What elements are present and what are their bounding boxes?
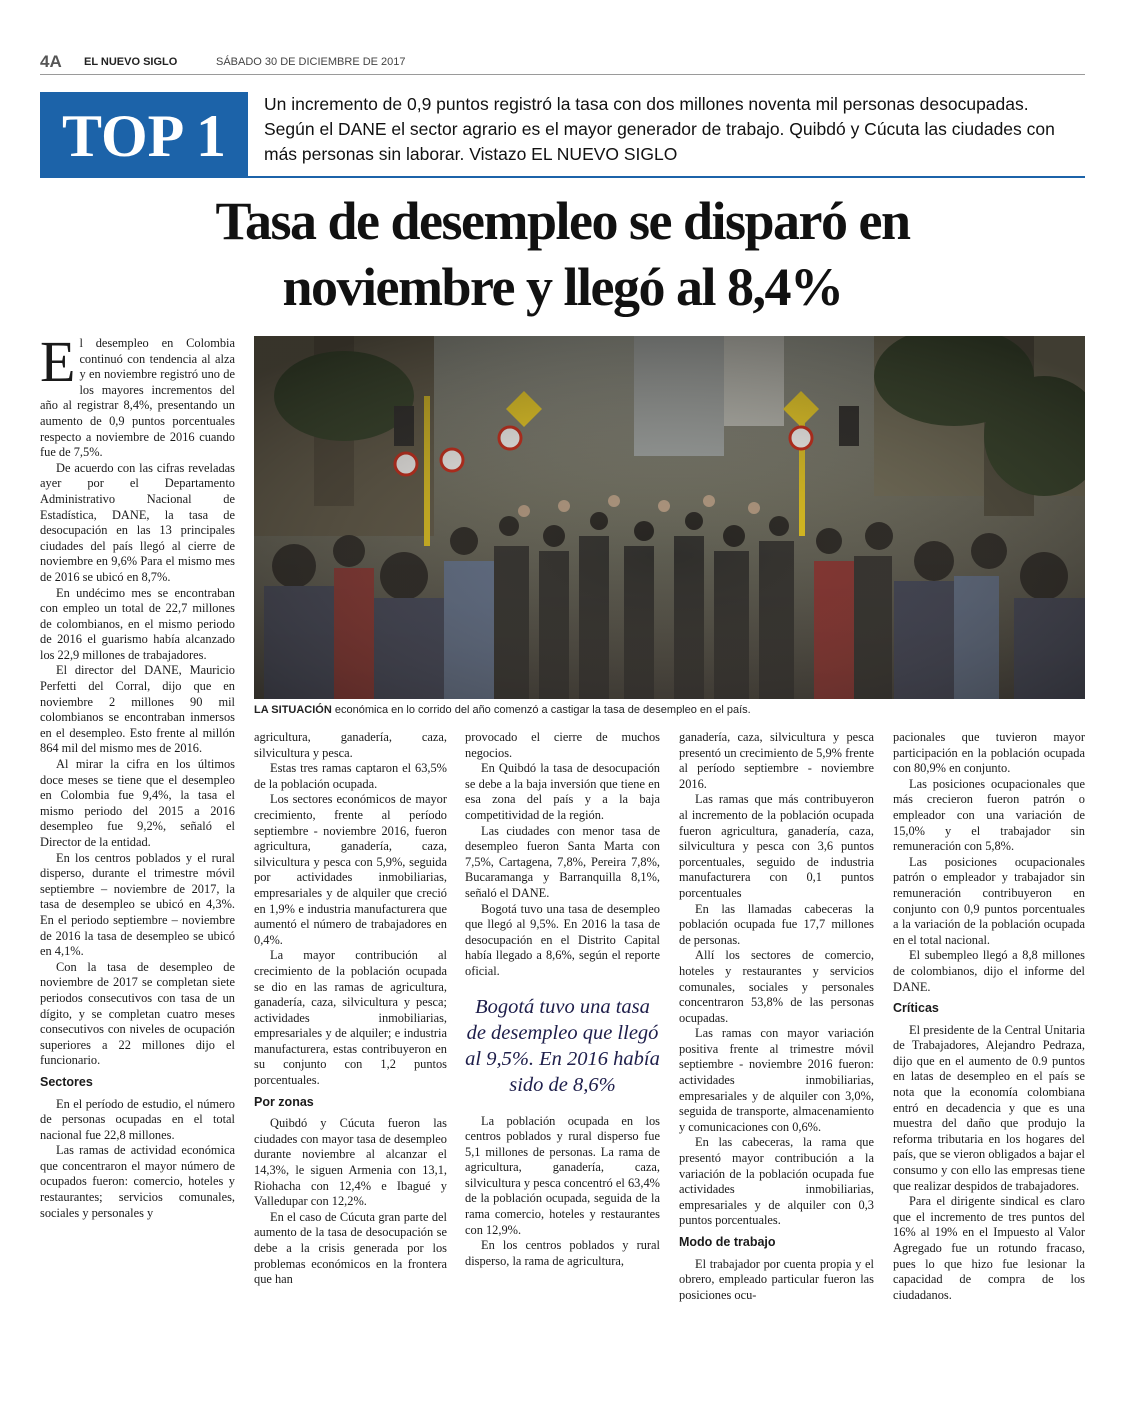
paragraph: Estas tres ramas captaron el 63,5% de la población ocupada. bbox=[254, 761, 447, 791]
paragraph: Allí los sectores de comercio, hoteles y restaurantes y servicios comunales, sociales y personales concentraron 53,8% de las personas ocupadas. bbox=[679, 948, 874, 1025]
article-column-3 bbox=[465, 730, 660, 1269]
divider bbox=[40, 176, 1085, 178]
paragraph: En Quibdó la tasa de desocupación se debe a la baja inversión que tiene en esa zona del país y a la baja competitividad de la región. bbox=[465, 761, 660, 822]
drop-cap: E bbox=[40, 329, 76, 394]
page-number: 4A bbox=[40, 52, 62, 71]
paragraph: El subempleo llegó a 8,8 millones de colombianos, dijo el informe del DANE. bbox=[893, 948, 1085, 994]
crowd-photo bbox=[254, 336, 1085, 699]
paragraph: Las posiciones ocupacionales patrón o empleador y trabajador sin remuneración contribuyeron en conjunto con 0,9 puntos porcentuales a la variación de la población ocupada en el total nacional. bbox=[893, 854, 1085, 947]
article-column-5 bbox=[893, 730, 1085, 1303]
paragraph: En undécimo mes se encontraban con empleo un total de 22,7 millones de colombianos, en el mismo periodo de 2016 el guarismo había alcanzado los 22,9 millones de trabajadores. bbox=[40, 585, 235, 662]
caption-lead: LA SITUACIÓN bbox=[254, 704, 332, 716]
paragraph: En los centros poblados y el rural disperso, durante el trimestre móvil septiembre – noviembre de 2017, la tasa de desempleo se ubicó en 4,3%. En el periodo septiembre – noviembre de 2016 la tasa de desempleo se ubicó en 4,1%. bbox=[40, 850, 235, 959]
headline-line-1: Tasa de desempleo se disparó en bbox=[215, 191, 910, 251]
caption-text: económica en lo corrido del año comenzó a castigar la tasa de desempleo en el país. bbox=[334, 704, 751, 716]
paragraph: Las ramas con mayor variación positiva frente al trimestre móvil septiembre - noviembre 2016 fueron: actividades inmobiliarias, empresariales y de alquiler con 3,0%, seguida de transporte, almacenamiento y comunicaciones con 0,6%. bbox=[679, 1026, 874, 1134]
subheading: Modo de trabajo bbox=[679, 1235, 776, 1249]
paragraph: Las posiciones ocupacionales que más crecieron fueron patrón o empleador con una variación de 15,0% y el trabajador sin remuneración con 5,8%. bbox=[893, 776, 1085, 854]
paragraph: En el caso de Cúcuta gran parte del aumento de la tasa de desocupación se debe a la crisis generada por los problemas económicos en la frontera que han bbox=[254, 1209, 447, 1287]
paragraph: El trabajador por cuenta propia y el obrero, empleado particular fueron las posiciones ocu- bbox=[679, 1256, 874, 1302]
paragraph: Las ramas que más contribuyeron al incremento de la población ocupada fueron agricultura, ganadería, caza, silvicultura y pesca con 3,6 puntos porcentuales, seguido de industria manufacturera con 0,1 puntos porcentuales bbox=[679, 792, 874, 900]
paragraph: agricultura, ganadería, caza, silvicultura y pesca. bbox=[254, 730, 447, 760]
headline-line-2: noviembre y llegó al 8,4% bbox=[282, 257, 843, 317]
paragraph: Las ramas de actividad económica que concentraron el mayor número de ocupados fueron: comercio, hoteles y restaurantes; servicios comunales, sociales y personales y bbox=[40, 1143, 235, 1220]
subheading: Sectores bbox=[40, 1074, 93, 1089]
paragraph: Los sectores económicos de mayor crecimiento, frente al período septiembre - noviembre 2016, fueron agricultura, ganadería, caza, silvicultura y pesca con 5,9%, seguida por actividades inmobiliarias, empresariales y de alquiler que creció en 1,9% e industria manufacturera que aumentó el número de trabajadores en 0,4%. bbox=[254, 792, 447, 947]
subheading: Por zonas bbox=[254, 1094, 314, 1109]
top-label-box bbox=[40, 92, 248, 176]
paragraph: El presidente de la Central Unitaria de Trabajadores, Alejandro Pedraza, dijo que en el aumento de 0.9 puntos en latas de desempleo en el país se nota que la economía colombiana entró en decadencia y que es una muestra del daño que produjo la reforma tributaria en los hogares del país, que se vieron obligados a bajar el consumo y con ello las empresas tiene que realizar despidos de trabajadores. bbox=[893, 1022, 1085, 1193]
article-column-2 bbox=[254, 730, 447, 1288]
paragraph: En el período de estudio, el número de personas ocupadas en el total nacional fue 22,8 millones. bbox=[40, 1096, 235, 1142]
paragraph: De acuerdo con las cifras reveladas ayer por el Departamento Administrativo Nacional de Estadística, DANE, la tasa de desocupación en las 13 principales ciudades del país llegó al cierre de noviembre en 9,6% Para el mismo mes de 2016 se ubicó en 8,7%. bbox=[40, 460, 235, 584]
subheading: Críticas bbox=[893, 1001, 939, 1016]
paragraph: En las cabeceras, la rama que presentó mayor contribución a la variación de la población ocupada fue actividades inmobiliarias, empresariales y de alquiler con 0,3 puntos porcentuales. bbox=[679, 1135, 874, 1228]
paragraph: Las ciudades con menor tasa de desempleo fueron Santa Marta con 7,5%, Cartagena, 7,8%, Pereira 7,8%, Bucaramanga y Barranquilla 8,1%, señaló el DANE. bbox=[465, 823, 660, 900]
photo-caption bbox=[254, 704, 1085, 716]
issue-date: SÁBADO 30 DE DICIEMBRE DE 2017 bbox=[216, 56, 406, 68]
paragraph: pacionales que tuvieron mayor participación en la población ocupada con 80,9% en conjunto. bbox=[893, 730, 1085, 776]
paragraph: La población ocupada en los centros poblados y rural disperso fue 5,1 millones de personas. La rama de agricultura, ganadería, caza, silvicultura y pesca concentró el 63,4% de la población ocupada, seguida de la rama comercio, hoteles y restaurantes con 12,9%. bbox=[465, 1113, 660, 1237]
paragraph: Quibdó y Cúcuta fueron las ciudades con mayor tasa de desempleo durante noviembre al alcanzar el 14,3%, le siguen Armenia con 13,1, Riohacha con 12,4% e Ibagué y Valledupar con 12,2%. bbox=[254, 1116, 447, 1209]
paragraph: En las llamadas cabeceras la población ocupada fue 17,7 millones de personas. bbox=[679, 901, 874, 947]
publication-name: EL NUEVO SIGLO bbox=[84, 56, 178, 68]
paragraph: provocado el cierre de muchos negocios. bbox=[465, 730, 660, 760]
paragraph: Bogotá tuvo una tasa de desempleo que llegó al 9,5%. En 2016 la tasa de desocupación en el Distrito Capital había llegado a 8,6%, según el reporte oficial. bbox=[465, 901, 660, 978]
top-label: TOP 1 bbox=[62, 103, 226, 169]
paragraph: La mayor contribución al crecimiento de la población ocupada se dio en las ramas de agricultura, ganadería, caza, silvicultura y pesca; actividades inmobiliarias, empresariales y de alquiler; e industria manufacturera, estas contribuyeron en su conjunto con 1,2 puntos porcentuales. bbox=[254, 948, 447, 1088]
article-column-1 bbox=[40, 329, 235, 1221]
article-column-4 bbox=[679, 730, 874, 1303]
paragraph: ganadería, caza, silvicultura y pesca presentó un crecimiento de 5,9% frente al período septiembre - noviembre 2016. bbox=[679, 730, 874, 791]
top-banner bbox=[40, 92, 1085, 178]
paragraph: El desempleo en Colombia continuó con tendencia al alza y en noviembre registró uno de los mayores incrementos del año al registrar 8,4%, presentando un aumento de 0,9 puntos porcentuales respecto a noviembre de 2016 cuando fue de 7,5%. bbox=[40, 329, 235, 460]
paragraph: En los centros poblados y rural disperso, la rama de agricultura, bbox=[465, 1238, 660, 1268]
masthead bbox=[40, 52, 1085, 75]
paragraph: Con la tasa de desempleo de noviembre de 2017 se completan siete periodos consecutivos con tasa de un dígito, y se completan cuatro meses consecutivos con niveles de ocupación superiores a 22 millones dijo el funcionario. bbox=[40, 959, 235, 1068]
headline bbox=[40, 188, 1085, 320]
paragraph: Para el dirigente sindical es claro que el incremento de tres puntos del 16% al 19% en el Impuesto al Valor Agregado fue un rotundo fracaso, pues lo que hizo fue lesionar la capacidad de compra de los ciudadanos. bbox=[893, 1194, 1085, 1302]
paragraph: Al mirar la cifra en los últimos doce meses se tiene que el desempleo en Colombia fue 9,4%, la tasa el mismo periodo del 2015 a 2016 desempleo fue 9,2%, señaló el Director de la entidad. bbox=[40, 757, 235, 849]
top-description: Un incremento de 0,9 puntos registró la tasa con dos millones noventa mil personas desocupadas. Según el DANE el sector agrario es el mayor generador de trabajo. Quibdó y Cúcuta las ciudades con más personas sin laborar. Vistazo EL NUEVO SIGLO bbox=[264, 94, 1055, 164]
pull-quote: Bogotá tuvo una tasa de desempleo que llegó al 9,5%. En 2016 había sido de 8,6% bbox=[465, 995, 660, 1096]
paragraph: El director del DANE, Mauricio Perfetti del Corral, dijo que en noviembre 2 millones 90 mil colombianos se encontraban inmersos en el desempleo. Esto frente al millón 864 mil del mismo mes de 2016. bbox=[40, 663, 235, 756]
